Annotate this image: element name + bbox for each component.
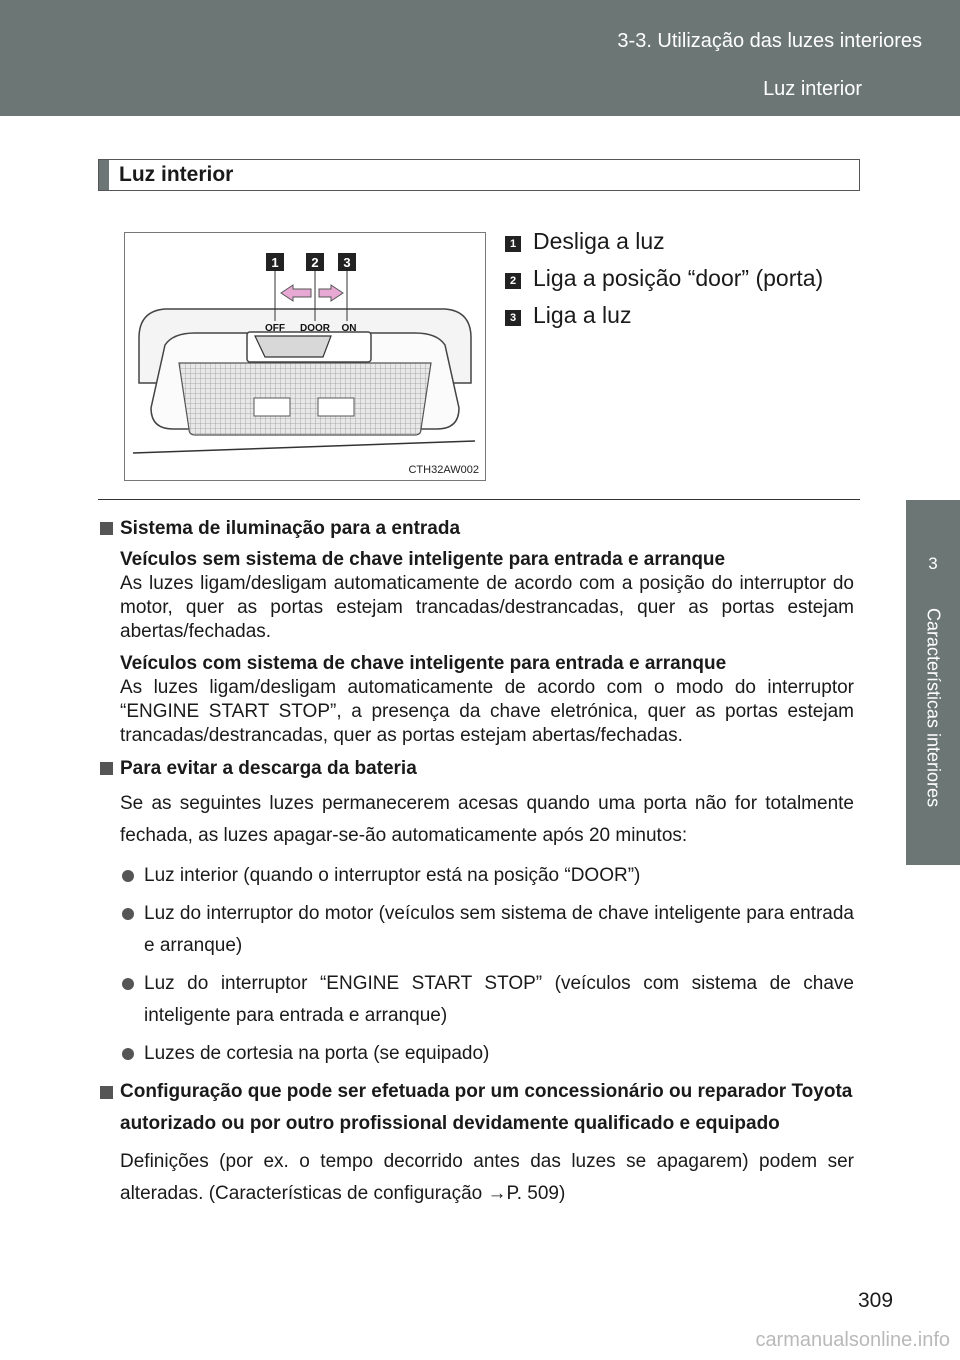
watermark: carmanualsonline.info [755, 1329, 950, 1351]
header-section-title: 3-3. Utilização das luzes interiores [617, 30, 922, 52]
callout-3: 3 [343, 255, 351, 270]
paragraph: Definições (por ex. o tempo decorrido antes das luzes se apagarem) podem ser alteradas. (Características de configuração →P. 509) [120, 1151, 854, 1204]
section-title: Luz interior [119, 163, 234, 186]
legend-text: Liga a posição “door” (porta) [533, 265, 824, 291]
list-item-text: Luz interior (quando o interruptor está na posição “DOOR”) [144, 865, 641, 886]
switch-label-on: ON [341, 323, 357, 334]
switch-label-door: DOOR [300, 323, 330, 334]
body-text [98, 516, 854, 1218]
page-number: 309 [858, 1289, 894, 1312]
list-item-text: Luz do interruptor do motor (veículos sem sistema de chave inteligente para entrada e arranque) [144, 903, 854, 956]
side-chapter-label [906, 608, 960, 858]
legend-number-badge: 3 [505, 310, 521, 326]
side-chapter-label-text: Características interiores [923, 608, 944, 808]
legend-number-badge: 2 [505, 273, 521, 289]
section-title-bar [98, 159, 860, 191]
title-accent [99, 160, 109, 190]
paragraph: As luzes ligam/desligam automaticamente de acordo com o modo do interruptor “ENGINE START STOP”, a presença da chave eletrónica, quer as portas estejam trancadas/destrancadas, quer as portas estejam abertas/fechadas. [120, 677, 854, 746]
circle-bullet-icon [122, 870, 134, 882]
side-chapter-number: 3 [928, 554, 938, 573]
legend-number-badge: 1 [505, 236, 521, 252]
square-bullet-icon [100, 762, 113, 775]
legend-text: Desliga a luz [533, 228, 665, 254]
list-item-text: Luzes de cortesia na porta (se equipado) [144, 1043, 490, 1064]
list-item [98, 860, 854, 892]
callout-2: 2 [311, 255, 319, 270]
circle-bullet-icon [122, 1048, 134, 1060]
square-bullet-icon [100, 1086, 113, 1099]
list-item [98, 968, 854, 1032]
section-heading [98, 1076, 854, 1140]
section-heading-text: Sistema de iluminação para a entrada [120, 518, 461, 539]
legend-text: Liga a luz [533, 302, 632, 328]
switch-label-off: OFF [265, 323, 285, 334]
paragraph: Se as seguintes luzes permanecerem acesas quando uma porta não for totalmente fechada, as luzes apagar-se-ão automaticamente após 20 minutos: [120, 793, 854, 846]
subheading: Veículos com sistema de chave inteligente para entrada e arranque [120, 653, 727, 674]
section-heading [98, 756, 854, 782]
paragraph: As luzes ligam/desligam automaticamente de acordo com a posição do interruptor do motor, quer as portas estejam trancadas/destrancadas, quer as portas estejam abertas/fechadas. [120, 573, 854, 642]
circle-bullet-icon [122, 978, 134, 990]
section-heading-text: Para evitar a descarga da bateria [120, 758, 417, 779]
square-bullet-icon [100, 522, 113, 535]
section-divider [98, 499, 860, 500]
list-item [98, 898, 854, 962]
circle-bullet-icon [122, 908, 134, 920]
section-heading [98, 516, 854, 542]
subheading: Veículos sem sistema de chave inteligente para entrada e arranque [120, 549, 726, 570]
callout-1: 1 [271, 255, 279, 270]
figure-code: CTH32AW002 [408, 464, 479, 476]
interior-light-figure [124, 232, 486, 481]
interior-light-illustration [125, 233, 486, 481]
list-item-text: Luz do interruptor “ENGINE START STOP” (veículos com sistema de chave inteligente para entrada e arranque) [144, 973, 854, 1026]
list-item [98, 1038, 854, 1070]
section-heading-text: Configuração que pode ser efetuada por um concessionário ou reparador Toyota autorizado ou por outro profissional devidamente qualificado e equipado [120, 1081, 853, 1134]
header-subsection-title: Luz interior [763, 78, 862, 100]
